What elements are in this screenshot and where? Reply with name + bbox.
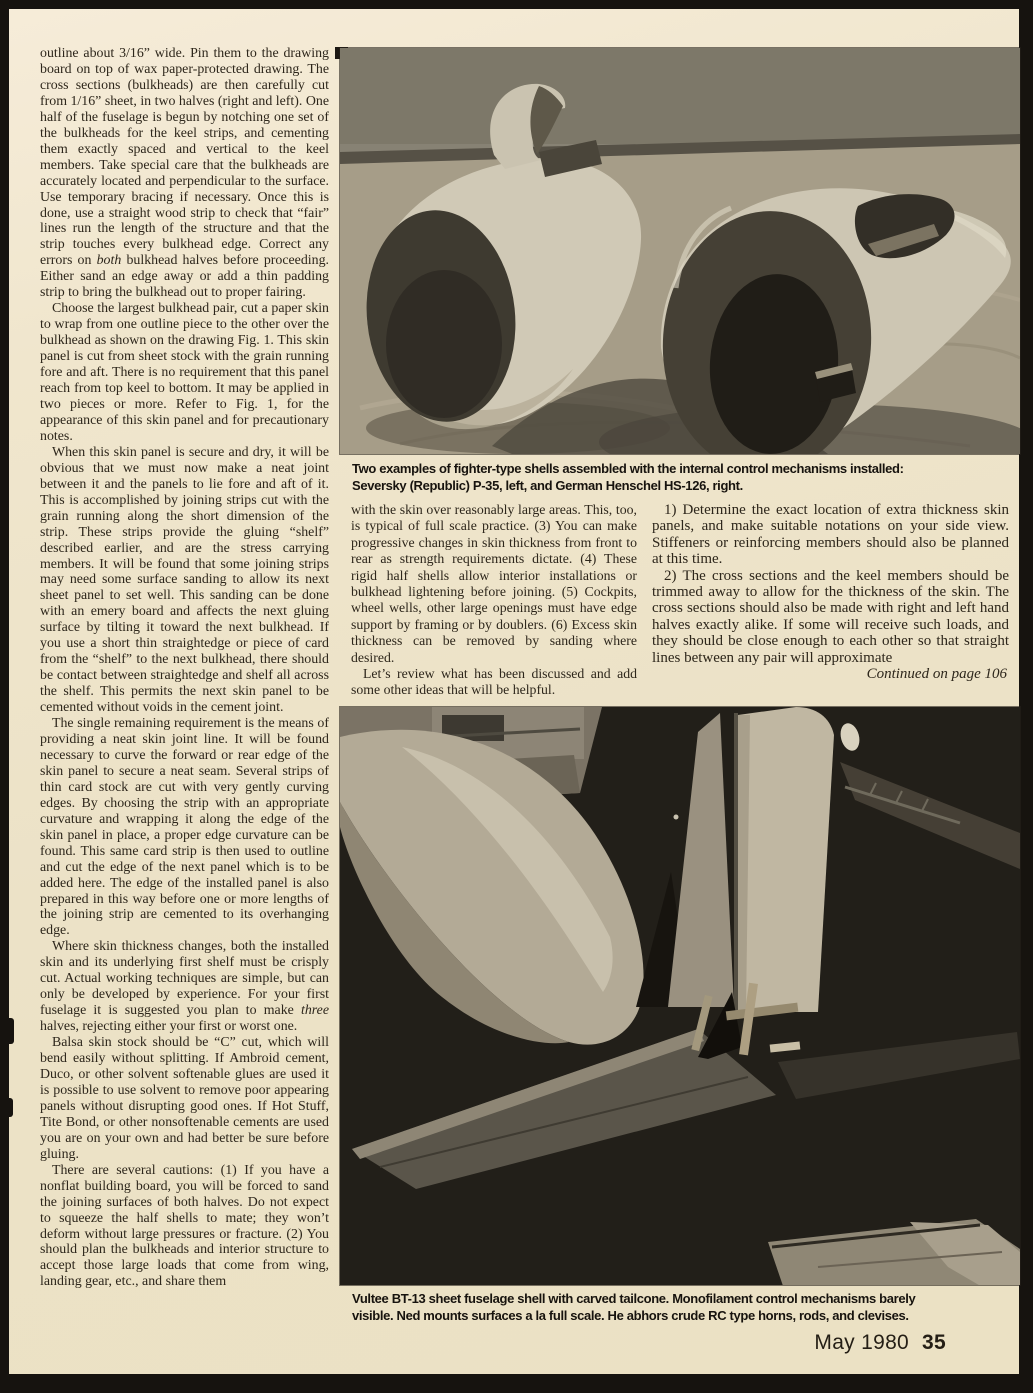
page-footer: [0, 1331, 946, 1355]
page-edge-bottom: [0, 1374, 1033, 1393]
body-paragraph: 2) The cross sections and the keel members should be trimmed away to allow for the thickness of the skin. The cross sections should also be made with right and left hand halves exactly alike. If some will receive such loads, and they should be close enough to each other so that straight lines between any pair will approximate: [652, 567, 1009, 666]
footer-page-number: 35: [922, 1331, 946, 1354]
body-paragraph: with the skin over reasonably large areas. This, too, is typical of full scale practice. (3) You can make progressive changes in skin thickness from front to rear as strength requirements dictate. (4) These rigid half shells allow interior installations or bulkhead lightening before joining. (5) Cockpits, wheel wells, other large openings must have edge support by framing or by doublers. (6) Excess skin thickness can be removed by sanding where desired.: [351, 502, 637, 665]
paragraph-text: halves, rejecting either your first or worst one.: [40, 1019, 298, 1035]
top-photo-illustration: [340, 48, 1020, 454]
scan-artifact: [9, 1098, 13, 1117]
caption-line: Vultee BT-13 sheet fuselage shell with carved tailcone. Monofilament control mechanisms barely: [352, 1291, 916, 1306]
body-paragraph: Balsa skin stock should be “C” cut, which will bend easily without splitting. If Ambroid cement, Duco, or other solvent softenable glues are used it is possible to use solvent to remove poor appearing panels without disrupting good ones. If Hot Stuff, Tite Bond, or other nonsoftenable cements are used you are on your own and had better be sure before gluing.: [40, 1035, 329, 1162]
top-photo: [340, 48, 1020, 454]
caption-line: Seversky (Republic) P-35, left, and German Henschel HS-126, right.: [352, 477, 743, 493]
bottom-photo-illustration: [340, 707, 1020, 1285]
body-paragraph: There are several cautions: (1) If you have a nonflat building board, you will be forced to sand the joining surfaces of both halves. Do not expect to squeeze the half shells to mate; they won’t deform without large pressures or fracture. (2) You should plan the bulkheads and interior structure to accept those large loads that come from wing, landing gear, etc., and share them: [40, 1162, 329, 1290]
emphasized-word: both: [96, 253, 122, 269]
middle-column: [351, 502, 637, 699]
continued-note: Continued on page 106: [866, 666, 1007, 683]
top-photo-caption: [352, 461, 1017, 494]
right-column: [652, 502, 1009, 682]
scan-artifact: [9, 1018, 14, 1044]
caption-line: visible. Ned mounts surfaces a la full scale. He abhors crude RC type horns, rods, and clevises.: [352, 1307, 909, 1323]
body-paragraph: [40, 46, 329, 301]
page-edge-right: [1019, 0, 1033, 1393]
footer-issue-date: May 1980: [814, 1331, 910, 1354]
body-paragraph: [40, 939, 329, 1035]
bottom-photo: [340, 707, 1020, 1285]
body-paragraph: Choose the largest bulkhead pair, cut a paper skin to wrap from one outline piece to the other over the bulkhead as shown on the drawing Fig. 1. This skin panel is cut from sheet stock with the grain running fore and aft. There is no requirement that this panel reach from top keel to bottom. It may be applied in two pieces or more. Refer to Fig. 1, for the appearance of this skin panel and for precautionary notes.: [40, 301, 329, 444]
paragraph-text: bulkhead halves before proceeding. Either sand an edge away or add a thin padding strip to bring the bulkhead out to proper fairing.: [40, 253, 329, 301]
body-paragraph: Let’s review what has been discussed and add some other ideas that will be helpful.: [351, 666, 637, 698]
left-column: [40, 46, 329, 1290]
body-paragraph: When this skin panel is secure and dry, it will be obvious that we must now make a neat joint between it and the panels to lie fore and aft of it. This is accomplished by joining strips cut with the grain running along the short dimension of the strip. These strips provide the gluing “shelf” described earlier, and are the stress carrying members. It will be found that some joining strips may need some surface sanding to allow its next sheet panel to set well. This sanding can be done with an emery board and affects the next gluing surface by tilting it toward the next bulkhead. If you use a short thin straightedge or piece of card from the “shelf” to the next bulkhead, there should be contact between straightedge and shelf all across the shelf. This permits the next skin panel to be cemented without voids in the cement joint.: [40, 444, 329, 716]
page-edge-top: [0, 0, 1033, 9]
body-paragraph: The single remaining requirement is the means of providing a neat skin joint line. It will be found necessary to curve the forward or rear edge of the skin panel to secure a neat seam. Several strips of thin card stock are cut with very gently curving edges. By choosing the strip with an appropriate curvature and wrapping it along the edge of the skin panel in place, a proper edge curvature can be found. This same card strip is then used to outline and cut the edge of the next panel which is to be added here. The edge of the installed panel is also prepared in this way before one or more lengths of the joining strip are cemented to its overhanging edge.: [40, 716, 329, 939]
body-paragraph: 1) Determine the exact location of extra thickness skin panels, and make suitable notations on your side view. Stiffeners or reinforcing members should also be planned at this time.: [652, 502, 1009, 568]
caption-line: Two examples of fighter-type shells assembled with the internal control mechanisms installed:: [352, 461, 904, 476]
paragraph-text: Where skin thickness changes, both the installed skin and its underlying first shelf must be crisply cut. Actual working techniques are simple, but can only be developed by experience. For your first fuselage it is suggested you plan to make: [40, 939, 329, 1019]
bottom-photo-caption: [352, 1291, 1017, 1324]
emphasized-word: three: [300, 1003, 329, 1019]
paragraph-text: outline about 3/16” wide. Pin them to the drawing board on top of wax paper-protected drawing. The cross sections (bulkheads) are then carefully cut from 1/16” sheet, in two halves (right and left). One half of the fuselage is begun by notching one set of the bulkheads for the keel strips, and cementing them exactly spaced and vertical to the keel members. Take special care that the bulkheads are accurately located and perpendicular to the surface. Use temporary bracing if necessary. Once this is done, use a straight wood strip to check that “fair” lines run the length of the structure and that the strip touches every bulkhead edge. Correct any errors on: [40, 46, 329, 269]
page-edge-left: [0, 0, 9, 1393]
